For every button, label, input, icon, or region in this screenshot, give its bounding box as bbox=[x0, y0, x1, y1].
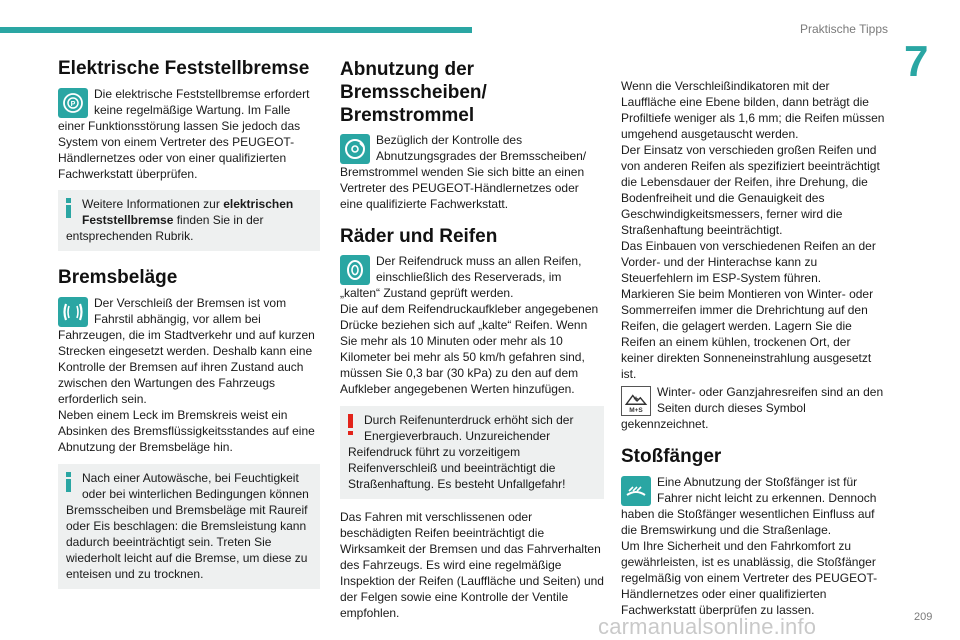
brake-pads-text-1: Der Verschleiß der Bremsen ist vom Fahrstil abhängig, vor allem bei Fahrzeugen, die im Stadtverkehr und auf kurzen Strecken eingesetzt werden. Deshalb kann eine Kontrolle der Bremsen auf ihren Zustand auch zwischen den Wartungen des Fahrzeugs erforderlich sein. bbox=[58, 296, 315, 406]
service-icon bbox=[58, 88, 88, 118]
parking-brake-section bbox=[58, 86, 320, 182]
heading-brake-pads: Bremsbeläge bbox=[58, 267, 178, 288]
bumper-section bbox=[621, 474, 885, 618]
brake-pads-section bbox=[58, 295, 320, 455]
bumper-icon bbox=[621, 476, 651, 506]
heading-parking-brake: Elektrische Feststellbremse bbox=[58, 58, 310, 79]
section-title: Praktische Tipps bbox=[799, 22, 888, 36]
brake-pads-text-2: Neben einem Leck im Bremskreis weist ein Absinken des Bremsflüssigkeitsstandes auf eine Abnutzung der Bremsbeläge hin. bbox=[58, 408, 315, 454]
warning-box-tyre-pressure bbox=[340, 406, 604, 499]
bumper-text-2: Um Ihre Sicherheit und den Fahrkomfort zu gewährleisten, ist es unablässig, die Stoßfänger regelmäßig von einem Vertreter des PEUGEOT-Händlernetzes oder einer qualifizierten Fachwerkstatt überprüfen zu lassen. bbox=[621, 539, 878, 617]
page-number: 209 bbox=[914, 611, 933, 623]
heading-bumper: Stoßfänger bbox=[621, 446, 722, 467]
heading-brake-discs: Abnutzung der Bremsscheiben/ Bremstrommel bbox=[340, 59, 487, 126]
header-accent-bar bbox=[0, 27, 472, 33]
heading-wheels-tyres: Räder und Reifen bbox=[340, 226, 498, 247]
column-3 bbox=[621, 78, 885, 618]
bumper-text-1: Eine Abnutzung der Stoßfänger ist für Fahrer nicht leicht zu erkennen. Dennoch haben die Stoßfänger wesentlichen Einfluss auf die Bremswirkung und die Straßenlage. bbox=[621, 475, 877, 537]
info-text-parking-brake: Weitere Informationen zur elektrischen Feststellbremse finden Sie in der entsprechenden Rubrik. bbox=[66, 197, 294, 243]
svg-text:P: P bbox=[70, 101, 76, 108]
parking-brake-text: Die elektrische Feststellbremse erfordert keine regelmäßige Wartung. Im Falle einer Funktionsstörung lassen Sie jedoch das System von einem Vertreter des PEUGEOT-Händlernetzes oder von einer qualifizierten Fachwerkstatt überprüfen. bbox=[58, 87, 310, 181]
warning-text-tyre-pressure: Durch Reifenunterdruck erhöht sich der Energieverbrauch. Unzureichender Reifendruck führt zu vorzeitigem Reifenverschleiß und beeinträchtigt die Straßenhaftung. Es besteht Unfallgefahr! bbox=[348, 413, 574, 491]
brake-pads-icon bbox=[58, 297, 88, 327]
winter-tyre-section bbox=[621, 384, 885, 432]
column-1 bbox=[58, 58, 320, 589]
warning-icon bbox=[348, 414, 354, 436]
brake-discs-text: Bezüglich der Kontrolle des Abnutzungsgrades der Bremsscheiben/ Bremstrommel wenden Sie sich bitte an einen Vertreter des PEUGEOT-Händlernetzes oder eine qualifizierte Fachwerkstatt. bbox=[340, 133, 587, 211]
info-text-brake-pads: Nach einer Autowäsche, bei Feuchtigkeit oder bei winterlichen Bedingungen können Bremsscheiben und Bremsbeläge mit Raureif oder Eis beschlagen: die Bremsleistung kann dadurch beeinträchtigt sein. Treten Sie wiederholt leicht auf die Bremse, um diese zu enteisen und zu trocknen. bbox=[66, 471, 309, 581]
column-2 bbox=[340, 58, 604, 621]
m-s-label: M+S bbox=[629, 406, 643, 414]
watermark: carmanualsonline.info bbox=[598, 614, 817, 639]
info-icon bbox=[66, 472, 72, 492]
info-icon bbox=[66, 198, 72, 218]
winter-tyre-text: Winter- oder Ganzjahresreifen sind an den Seiten durch dieses Symbol gekennzeichnet. bbox=[621, 385, 884, 431]
tyre-text-3: Das Einbauen von verschiedenen Reifen an der Vorder- und der Hinterachse kann zu Steuerfehlern im ESP-System führen. bbox=[621, 239, 876, 285]
brake-disc-icon bbox=[340, 134, 370, 164]
tyre-text-1: Wenn die Verschleißindikatoren mit der Lauffläche eine Ebene bilden, dann beträgt die Profiltiefe weniger als 1,6 mm; die Reifen müssen umgehend ausgetauscht werden. bbox=[621, 79, 885, 141]
info-box-brake-pads bbox=[58, 464, 320, 589]
mountain-snowflake-icon bbox=[621, 386, 651, 416]
chapter-number: 7 bbox=[904, 37, 929, 86]
brake-discs-section bbox=[340, 132, 604, 212]
info-box-parking-brake bbox=[58, 190, 320, 251]
wheels-text-2: Die auf dem Reifendruckaufkleber angegebenen Drücke beziehen sich auf „kalte“ Reifen. Wenn Sie mehr als 10 Minuten oder mehr als 10 Kilometer bei mehr als 50 km/h gefahren sind, müssen Sie 0,3 bar (30 kPa) zu den auf dem Aufkleber angegebenen Werten hinzufügen. bbox=[340, 302, 599, 396]
wheels-text-1: Der Reifendruck muss an allen Reifen, einschließlich des Reserverads, im „kalten“ Zustand geprüft werden. bbox=[340, 254, 582, 300]
tyre-text-4: Markieren Sie beim Montieren von Winter- oder Sommerreifen immer die Drehrichtung auf den Reifen, die gelagert werden. Lagern Sie die Reifen an einem kühlen, trockenen Ort, der keiner direkten Sonneneinstrahlung ausgesetzt ist. bbox=[621, 287, 874, 381]
tyre-text-2: Der Einsatz von verschieden großen Reifen und von anderen Reifen als spezifiziert beeinträchtigt die Lebensdauer der Reifen, ihre Drehung, die Bodenfreiheit und die Genauigkeit des Geschwindigkeitsmessers, ferner wird die Straßenhaftung beeinträchtigt. bbox=[621, 143, 880, 237]
wheels-text-3: Das Fahren mit verschlissenen oder beschädigten Reifen beeinträchtigt die Wirksamkeit der Bremsen und das Fahrverhalten des Fahrzeugs. Es wird eine regelmäßige Inspektion der Reifen (Lauffläche und Seiten) und der Felgen sowie eine Kontrolle der Ventile empfohlen. bbox=[340, 510, 604, 620]
tyre-icon bbox=[340, 255, 370, 285]
wheels-section bbox=[340, 253, 604, 397]
